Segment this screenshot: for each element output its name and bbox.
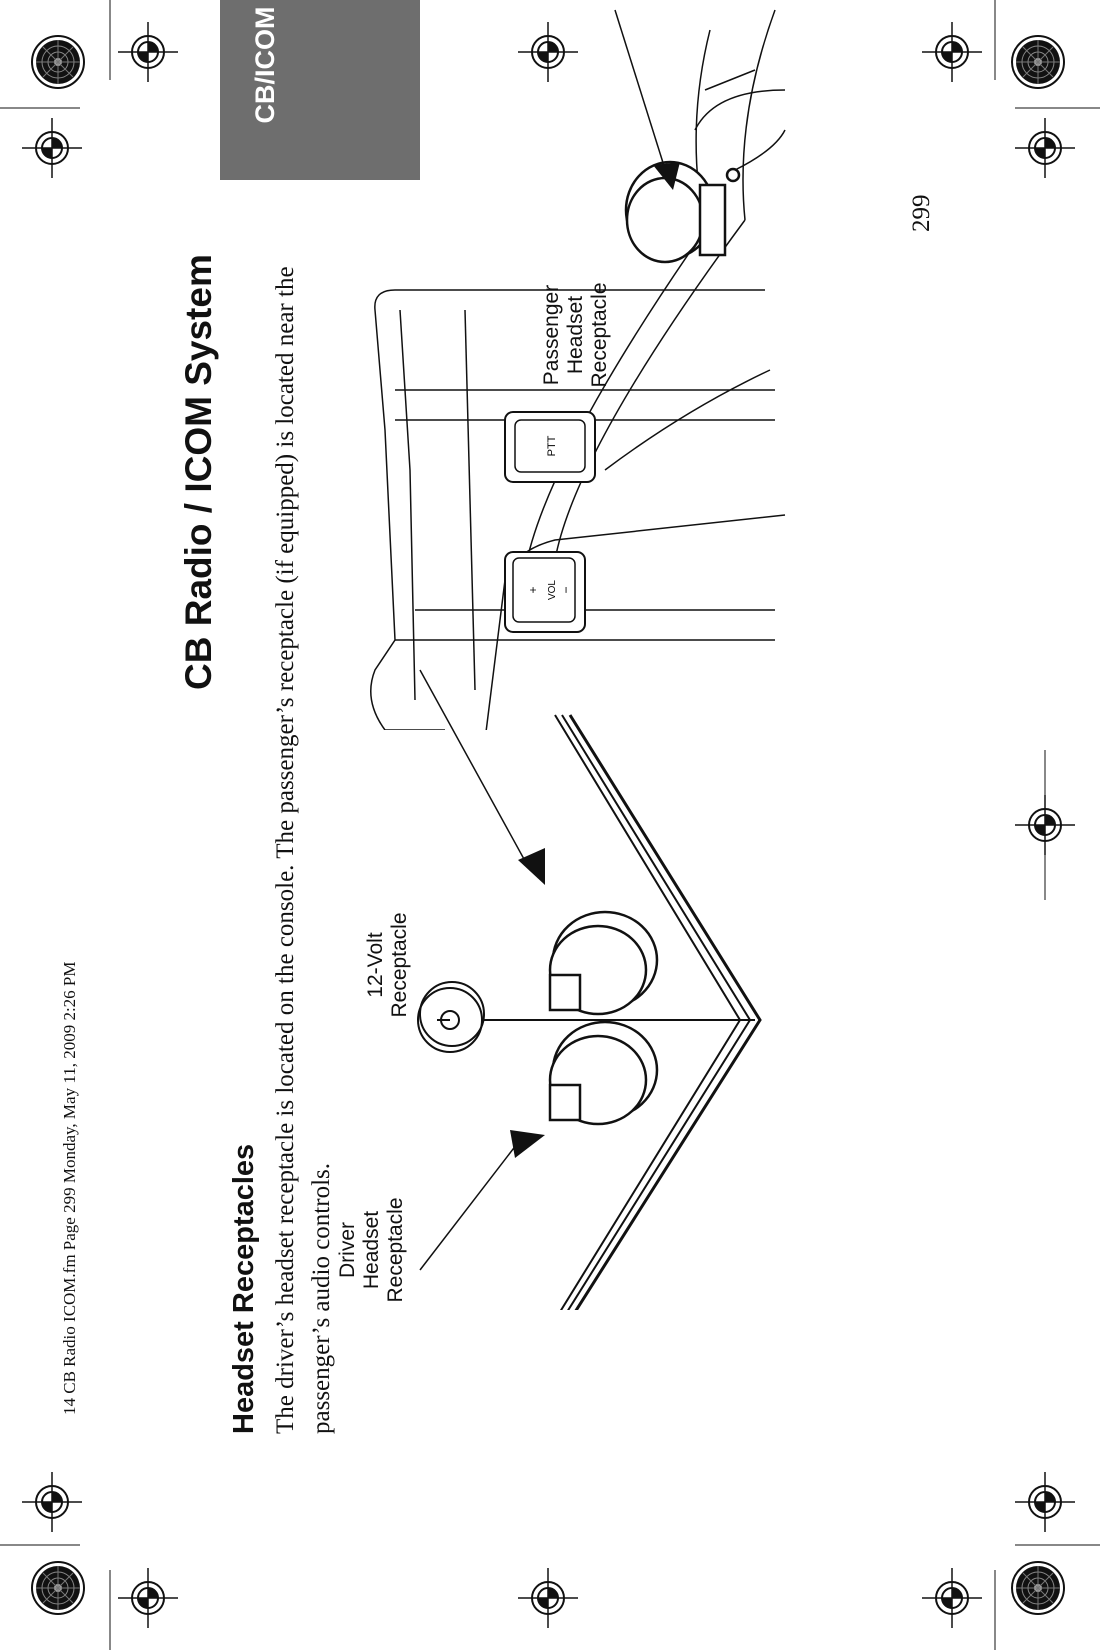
callout-line: Receptacle [384, 1197, 407, 1303]
callout-line: Headset [564, 295, 587, 375]
callout-line: Receptacle [588, 282, 611, 388]
callout-line: Passenger [540, 284, 563, 386]
slug-line: 14 CB Radio ICOM.fm Page 299 Monday, May 11, 2009 2:26 PM [60, 961, 79, 1415]
volume-switch-illustration [505, 552, 585, 632]
driver-receptacle-illustration [550, 1022, 657, 1124]
passenger-headset-callout [540, 260, 612, 410]
power-button-illustration [418, 982, 484, 1052]
vol-minus-label: − [559, 586, 573, 594]
callout-line: Receptacle [388, 912, 411, 1018]
ptt-label: PTT [546, 435, 558, 457]
callout-line: 12-Volt [364, 932, 387, 998]
passenger-receptacle-illustration [626, 162, 739, 262]
callout-line: Headset [360, 1210, 383, 1290]
page-number: 299 [908, 194, 935, 232]
twelve-volt-receptacle-illustration [550, 912, 657, 1014]
section-heading: Headset Receptacles [228, 1143, 260, 1434]
vol-label: VOL [547, 579, 558, 601]
vol-plus-label: + [526, 586, 540, 594]
chapter-tab-label: CB/ICOM [250, 6, 280, 124]
arrow-icon [420, 1130, 545, 1270]
body-paragraph: The driver’s headset receptacle is located on the console. The passenger’s receptacle (if equipped) is located near the passenger’s audio controls. [272, 266, 335, 1434]
callout-line: Driver [336, 1222, 359, 1278]
driver-headset-callout [336, 1180, 408, 1320]
ptt-switch-illustration [505, 412, 595, 482]
page-title: CB Radio / ICOM System [178, 254, 219, 690]
twelve-volt-callout [364, 890, 412, 1040]
